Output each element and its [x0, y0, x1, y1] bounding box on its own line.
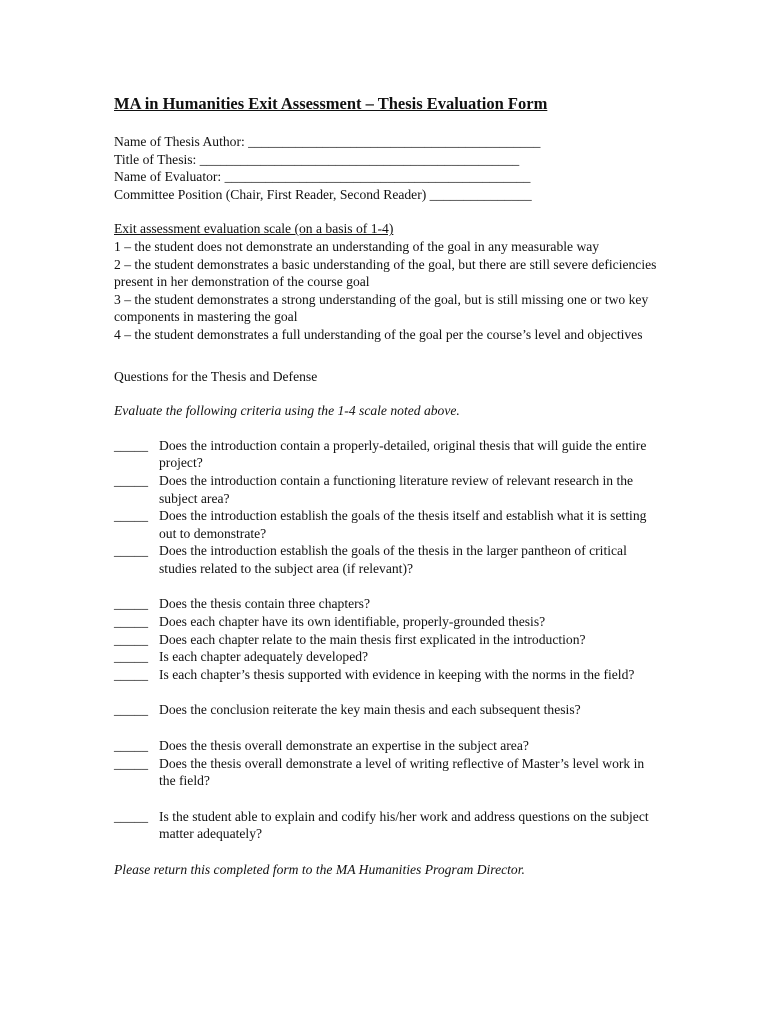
evaluator-name-field[interactable]: Name of Evaluator: _____________________________________________	[114, 169, 531, 185]
spacer	[114, 420, 662, 437]
scale-item-4: 4 – the student demonstrates a full understanding of the goal per the course’s level and objectives	[114, 326, 643, 342]
question-text: Does the introduction establish the goals of the thesis itself and establish what it is setting out to demonstrate?	[159, 508, 647, 541]
rating-blank[interactable]: _____	[114, 649, 148, 665]
question-row	[114, 755, 662, 790]
question-row	[114, 808, 662, 843]
spacer	[114, 344, 662, 368]
rating-blank[interactable]: _____	[114, 472, 148, 488]
question-text: Does the introduction establish the goals of the thesis in the larger pantheon of critical studies related to the subject area (if relevant)?	[159, 543, 627, 576]
question-text: Does each chapter have its own identifiable, properly-grounded thesis?	[159, 614, 546, 630]
question-text: Does the conclusion reiterate the key main thesis and each subsequent thesis?	[159, 702, 581, 718]
question-text: Is each chapter’s thesis supported with evidence in keeping with the norms in the field?	[159, 666, 635, 682]
rating-blank[interactable]: _____	[114, 738, 148, 754]
questions-heading: Questions for the Thesis and Defense	[114, 368, 318, 384]
spacer	[114, 719, 662, 737]
question-group-defense	[114, 808, 662, 843]
form-title: MA in Humanities Exit Assessment – Thesis Evaluation Form	[114, 94, 548, 113]
spacer	[114, 203, 662, 220]
question-row	[114, 701, 662, 719]
question-row	[114, 472, 662, 507]
evaluation-scale	[114, 220, 662, 343]
rating-blank[interactable]: _____	[114, 666, 148, 682]
question-row	[114, 666, 662, 684]
question-text: Does the introduction contain a properly-detailed, original thesis that will guide the entire project?	[159, 437, 647, 471]
question-group-introduction	[114, 437, 662, 578]
question-row	[114, 595, 662, 613]
question-row	[114, 737, 662, 755]
question-row	[114, 437, 662, 472]
question-text: Does the introduction contain a functioning literature review of relevant research in the subject area?	[159, 472, 634, 506]
question-text: Is each chapter adequately developed?	[159, 649, 369, 665]
rating-blank[interactable]: _____	[114, 631, 148, 647]
question-row	[114, 542, 662, 577]
committee-position-field[interactable]: Committee Position (Chair, First Reader, Second Reader) _______________	[114, 186, 532, 202]
rating-blank[interactable]: _____	[114, 808, 148, 824]
spacer	[114, 683, 662, 701]
rating-blank[interactable]: _____	[114, 596, 148, 612]
spacer	[114, 577, 662, 595]
question-text: Does the thesis contain three chapters?	[159, 596, 371, 612]
question-group-overall	[114, 737, 662, 790]
footer-note: Please return this completed form to the MA Humanities Program Director.	[114, 862, 525, 877]
rating-blank[interactable]: _____	[114, 437, 148, 453]
spacer	[114, 843, 662, 861]
scale-item-1: 1 – the student does not demonstrate an understanding of the goal in any measurable way	[114, 238, 600, 254]
rating-blank[interactable]: _____	[114, 755, 148, 771]
question-row	[114, 648, 662, 666]
form-fields	[114, 133, 662, 203]
scale-heading: Exit assessment evaluation scale (on a basis of 1-4)	[114, 221, 394, 237]
rating-blank[interactable]: _____	[114, 702, 148, 718]
scale-item-2: 2 – the student demonstrates a basic understanding of the goal, but there are still severe deficiencies present in her demonstration of the course goal	[114, 256, 657, 290]
instruction-text: Evaluate the following criteria using the 1-4 scale noted above.	[114, 403, 460, 419]
question-text: Does each chapter relate to the main thesis first explicated in the introduction?	[159, 631, 586, 647]
question-text: Does the thesis overall demonstrate a level of writing reflective of Master’s level work in the field?	[159, 755, 645, 789]
rating-blank[interactable]: _____	[114, 614, 148, 630]
question-row	[114, 613, 662, 631]
thesis-title-field[interactable]: Title of Thesis: _______________________________________________	[114, 151, 520, 167]
question-row	[114, 631, 662, 649]
question-text: Is the student able to explain and codify his/her work and address questions on the subject matter adequately?	[159, 808, 649, 842]
rating-blank[interactable]: _____	[114, 508, 148, 524]
scale-item-3: 3 – the student demonstrates a strong understanding of the goal, but is still missing one or two key components in mastering the goal	[114, 291, 649, 325]
form-content	[114, 94, 662, 879]
question-group-conclusion	[114, 701, 662, 719]
question-row	[114, 507, 662, 542]
spacer	[114, 385, 662, 402]
question-group-chapters	[114, 595, 662, 683]
question-text: Does the thesis overall demonstrate an expertise in the subject area?	[159, 738, 529, 754]
rating-blank[interactable]: _____	[114, 543, 148, 559]
spacer	[114, 790, 662, 808]
thesis-author-field[interactable]: Name of Thesis Author: ___________________________________________	[114, 134, 541, 149]
